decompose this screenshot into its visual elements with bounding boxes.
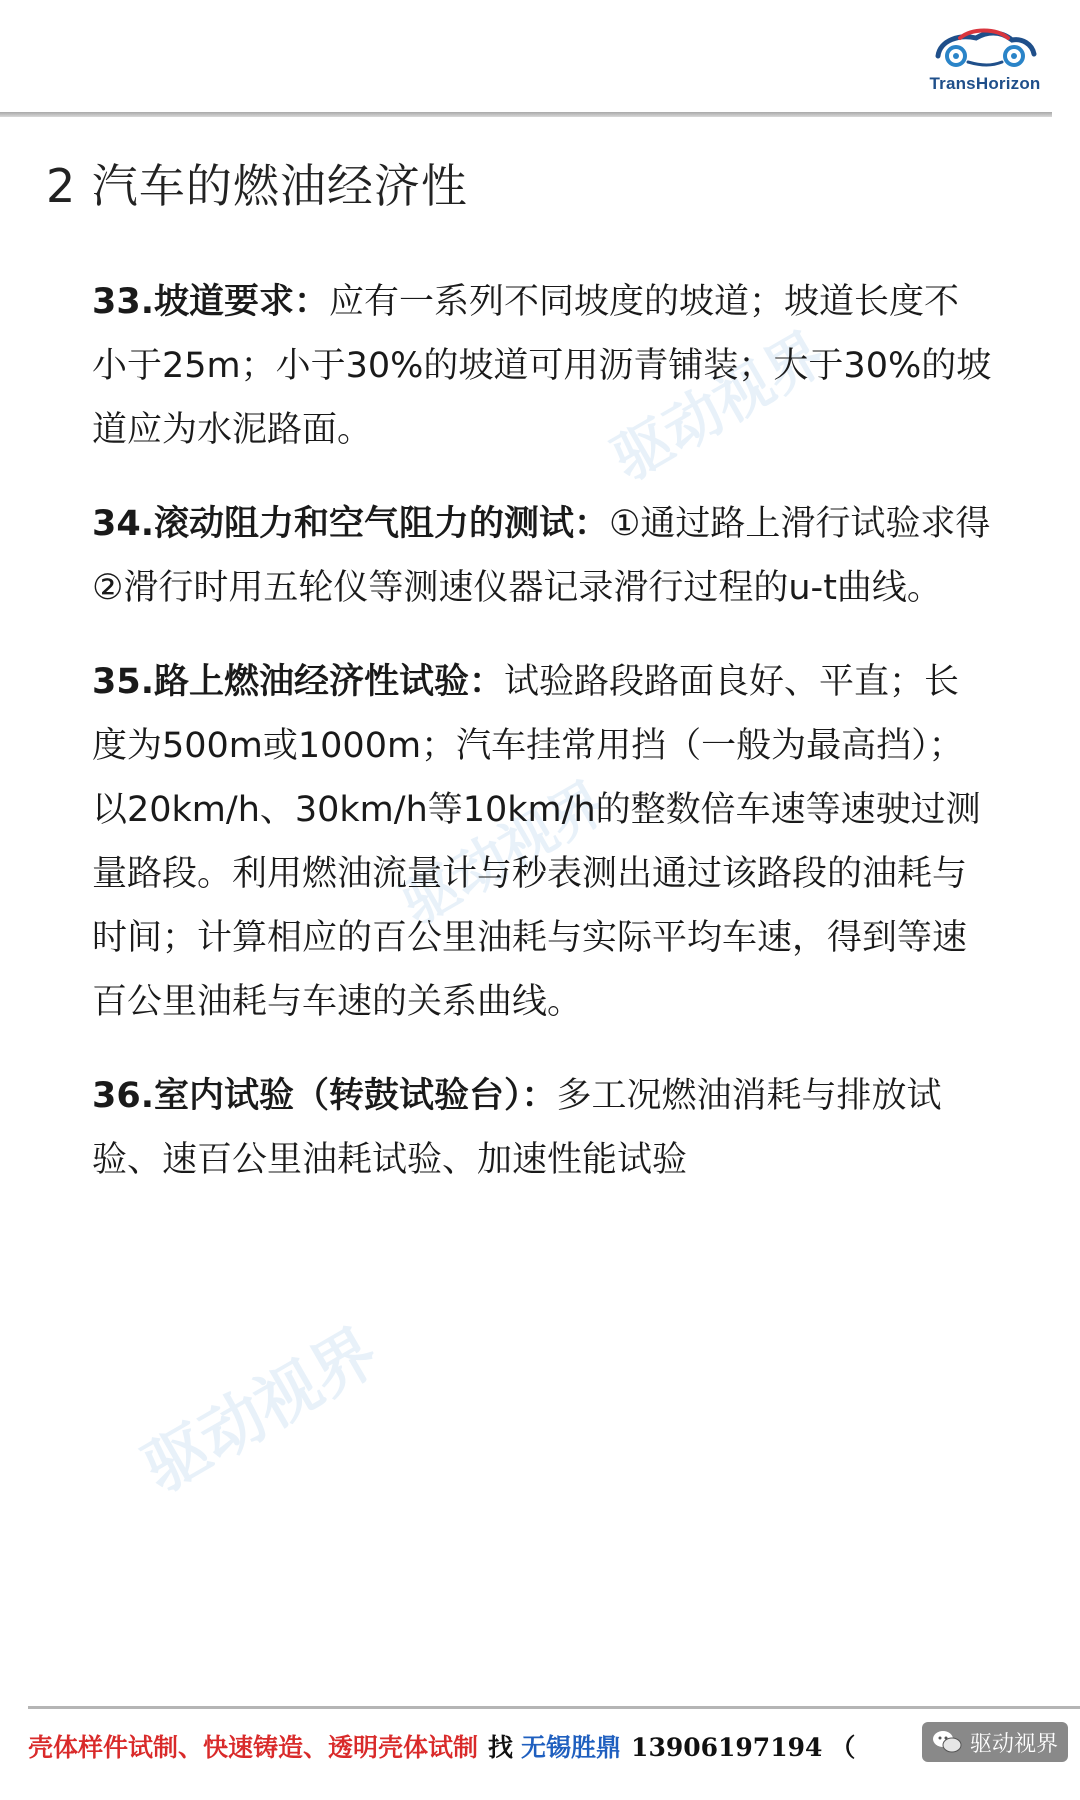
ad-company-text: 无锡胜鼎 <box>521 1733 622 1762</box>
item-36-indoor-test <box>92 1064 992 1192</box>
watermark: 驱动视界 <box>390 768 618 939</box>
item-label: 33.坡道要求： <box>92 282 330 322</box>
item-label: 34.滚动阻力和空气阻力的测试： <box>92 504 610 544</box>
wechat-account-name: 驱动视界 <box>969 1731 1058 1757</box>
watermark: 驱动视界 <box>601 318 836 494</box>
item-label: 35.路上燃油经济性试验： <box>92 662 505 702</box>
slide-title: 2 汽车的燃油经济性 <box>46 159 468 213</box>
wechat-account-badge[interactable] <box>922 1722 1068 1762</box>
item-text: 应有一系列不同坡度的坡道；坡道长度不小于25m；小于30%的坡道可用沥青铺装；大于30%的坡道应为水泥路面。 <box>92 282 992 450</box>
ad-phone-text: 13906197194 <box>631 1733 823 1762</box>
footer-divider <box>28 1706 1080 1709</box>
item-35-road-fuel-economy-test <box>92 650 992 1034</box>
item-34-resistance-test <box>92 492 992 620</box>
slide-header <box>0 0 1080 118</box>
transhorizon-logo <box>920 26 1050 106</box>
ad-services-text: 壳体样件试制、快速铸造、透明壳体试制 <box>28 1733 479 1762</box>
item-label: 36.室内试验（转鼓试验台）： <box>92 1076 557 1116</box>
ad-paren-text: （ <box>830 1733 856 1762</box>
item-text: 多工况燃油消耗与排放试验、速百公里油耗试验、加速性能试验 <box>92 1076 942 1180</box>
car-swirl-logo-icon <box>930 26 1040 72</box>
content-body <box>92 270 992 1222</box>
item-text: ①通过路上滑行试验求得②滑行时用五轮仪等测速仪器记录滑行过程的u-t曲线。 <box>92 504 991 608</box>
item-text: 试验路段路面良好、平直；长度为500m或1000m；汽车挂常用挡（一般为最高挡）；以20km/h、30km/h等10km/h的整数倍车速等速驶过测量路段。利用燃油流量计与秒表测出通过该路段的油耗与时间；计算相应的百公里油耗与实际平均车速，得到等速百公里油耗与车速的关系曲线。 <box>92 662 981 1022</box>
header-divider <box>0 112 1052 117</box>
watermark: 驱动视界 <box>131 1314 391 1508</box>
wechat-icon <box>932 1729 962 1755</box>
logo-text: TransHorizon <box>929 74 1041 93</box>
item-33-slope-requirements <box>92 270 992 462</box>
ad-find-text: 找 <box>488 1733 514 1762</box>
